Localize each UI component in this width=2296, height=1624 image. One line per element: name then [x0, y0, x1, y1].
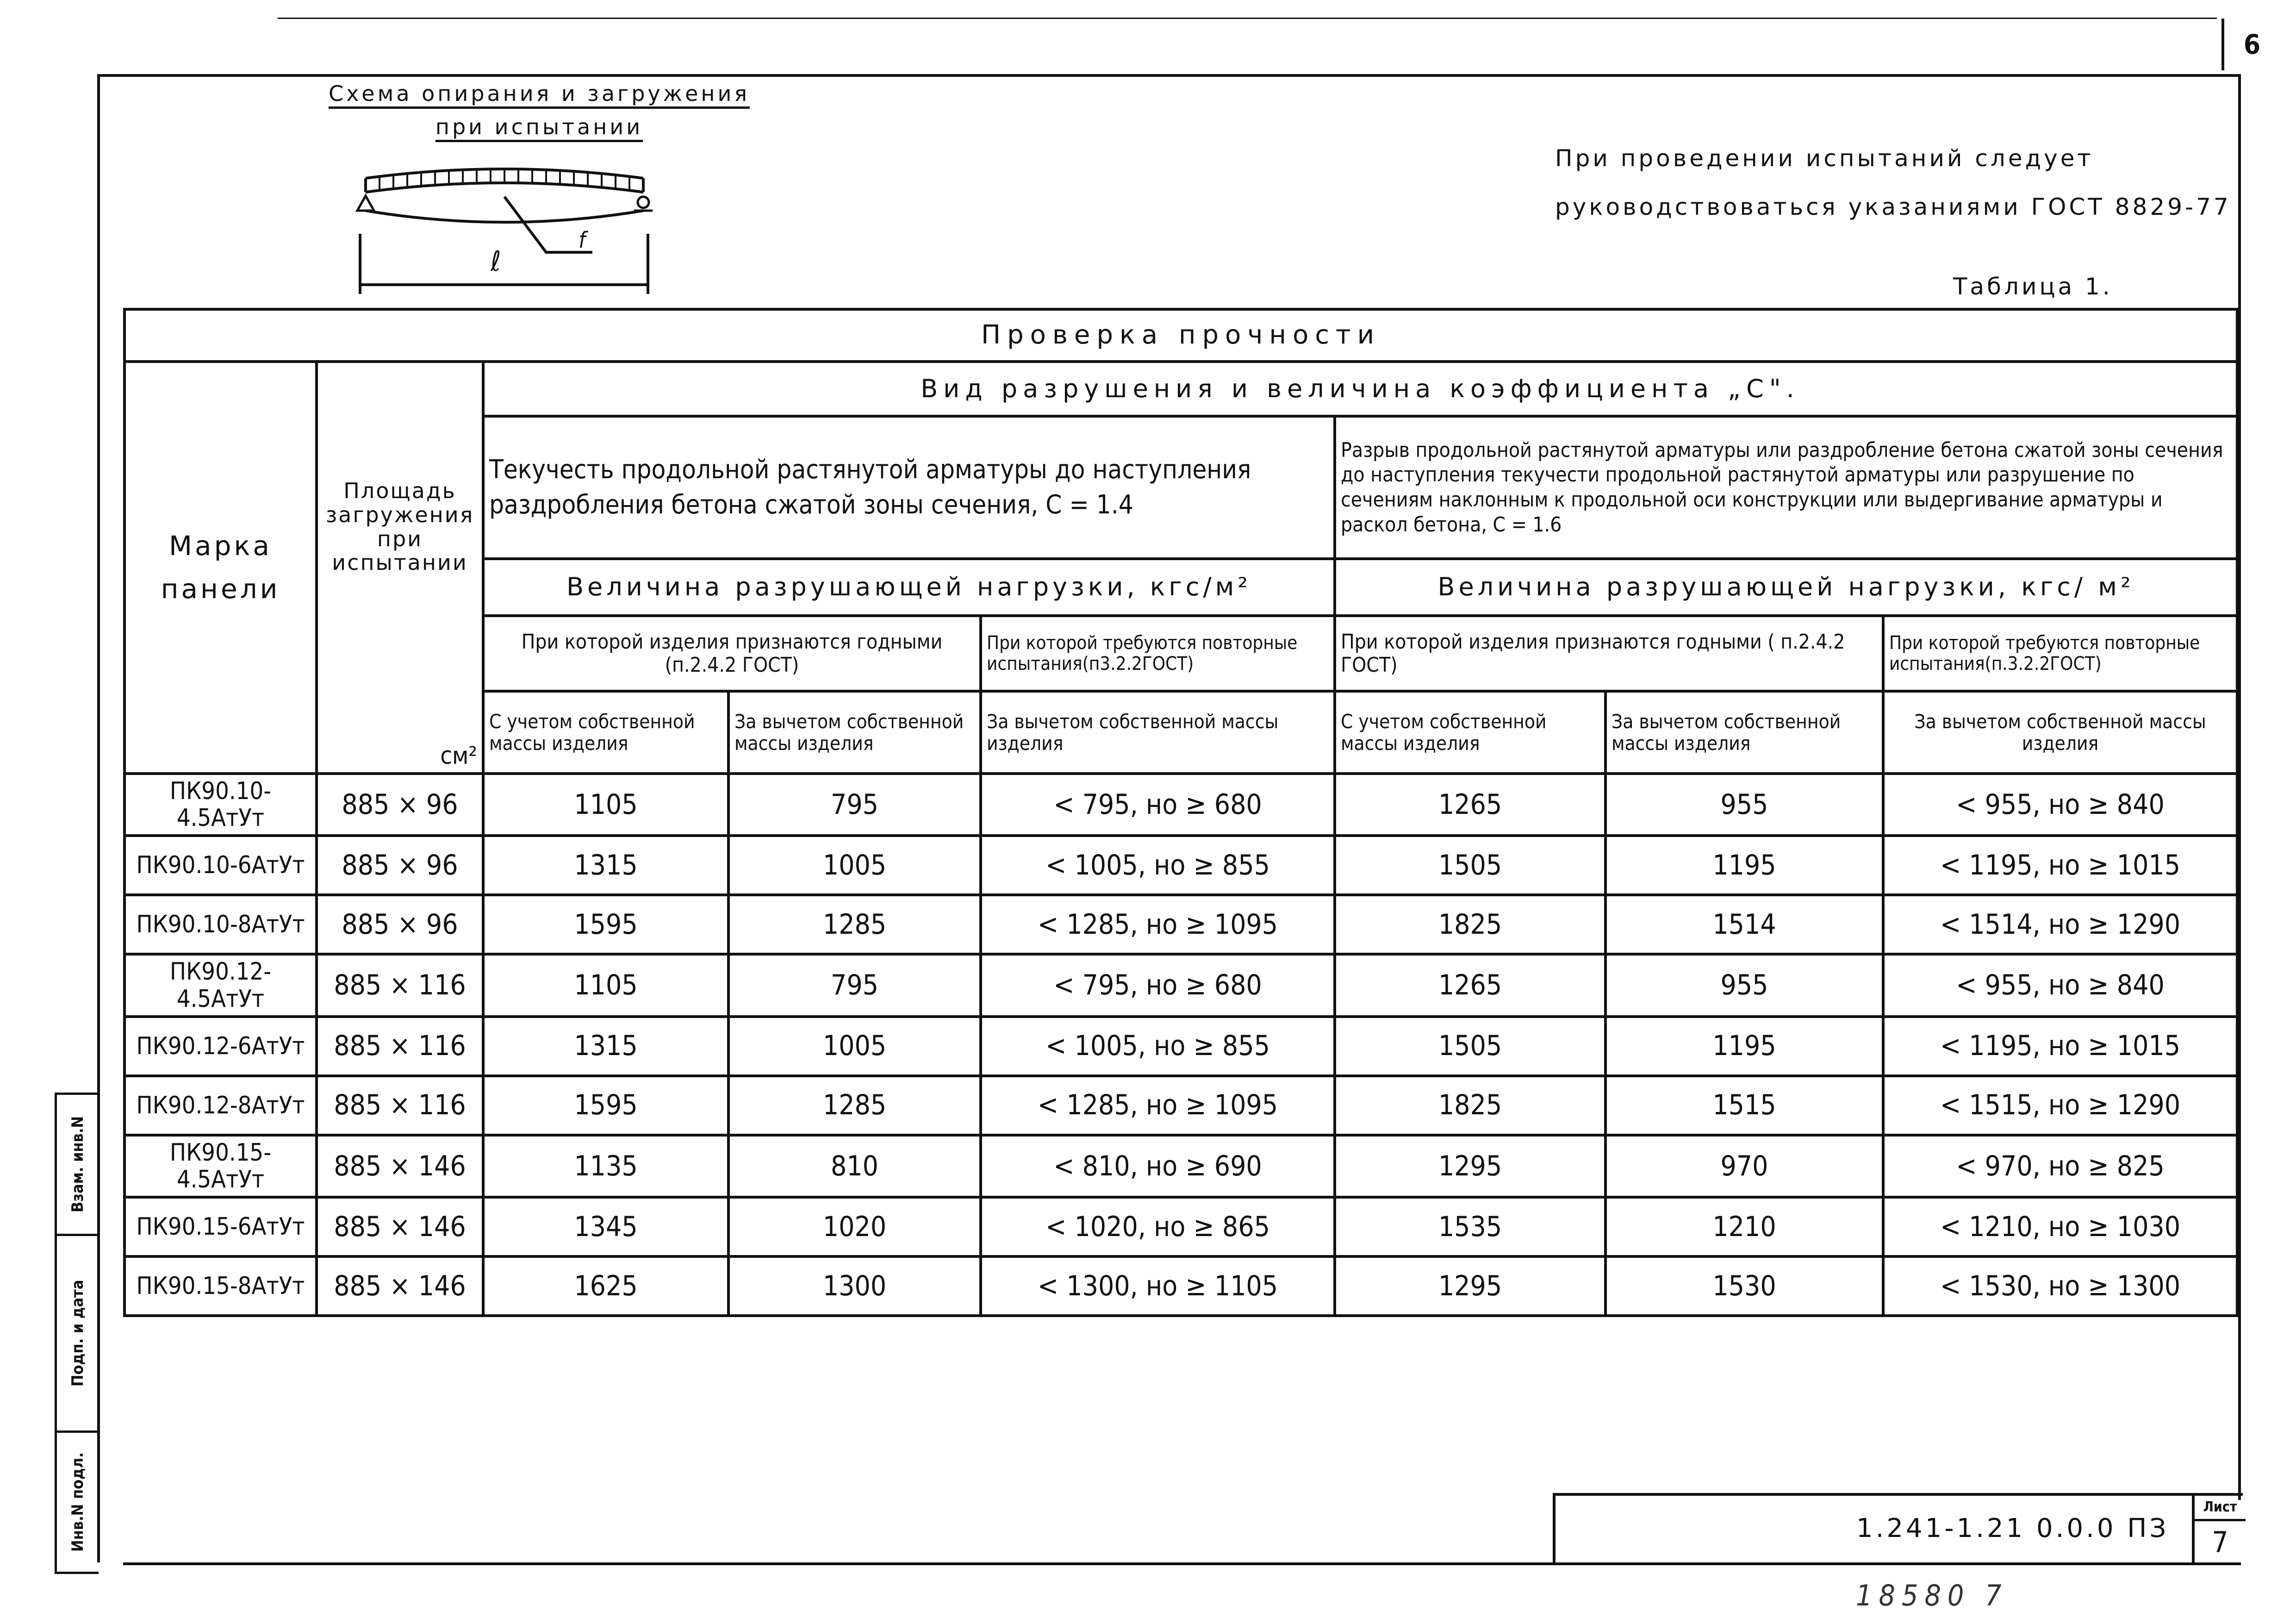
- sheet-box: [2192, 1496, 2246, 1565]
- table-row: [124, 1076, 2237, 1135]
- panel-mark-cell: ПК90.15-6АтУт: [124, 1197, 317, 1256]
- cell-g2-with: 1535: [1335, 1197, 1605, 1256]
- top-edge-line: [278, 18, 2217, 19]
- cell-area: 885 × 96: [317, 895, 483, 954]
- cell-g2-without: 955: [1605, 954, 1883, 1016]
- cell-g2-without: 1210: [1605, 1197, 1883, 1256]
- cell-g2-retest: < 970, но ≥ 825: [1883, 1135, 2237, 1197]
- title-block: [1553, 1493, 2243, 1565]
- cell-g2-without: 970: [1605, 1135, 1883, 1197]
- table-row: [124, 954, 2237, 1016]
- cell-g2-with: 1825: [1335, 1076, 1605, 1135]
- roller-support-icon: [638, 197, 649, 208]
- cell-area: 885 × 146: [317, 1197, 483, 1256]
- cell-g1-with: 1105: [483, 954, 728, 1016]
- cell-g1-with: 1105: [483, 774, 728, 836]
- cell-g1-with: 1135: [483, 1135, 728, 1197]
- cell-g2-without: 1515: [1605, 1076, 1883, 1135]
- note-line2: руководствоваться указаниями ГОСТ 8829-77: [1555, 194, 2231, 220]
- cell-g2-without: 955: [1605, 774, 1883, 836]
- strength-test-table: [123, 308, 2239, 1317]
- panel-mark-cell: ПК90.15-8АтУт: [124, 1256, 317, 1316]
- cell-g1-with: 1595: [483, 1076, 728, 1135]
- panel-mark-cell: ПК90.12-6АтУт: [124, 1017, 317, 1076]
- cell-g1-retest: < 1285, но ≥ 1095: [981, 895, 1335, 954]
- testing-note: [1555, 134, 2231, 231]
- cell-g2-with: 1505: [1335, 836, 1605, 895]
- sheet-label: Лист: [2195, 1496, 2246, 1521]
- group1-fit-header: При которой изделия признаются годными (п.2.4.2 ГОСТ): [483, 616, 981, 691]
- panel-mark-cell: ПК90.10-8АтУт: [124, 895, 317, 954]
- cell-g2-retest: < 1530, но ≥ 1300: [1883, 1256, 2237, 1316]
- cell-g1-retest: < 1005, но ≥ 855: [981, 1017, 1335, 1076]
- cell-area: 885 × 116: [317, 954, 483, 1016]
- cell-g1-retest: < 1005, но ≥ 855: [981, 836, 1335, 895]
- cell-g1-retest: < 810, но ≥ 690: [981, 1135, 1335, 1197]
- cell-g2-without: 1195: [1605, 836, 1883, 895]
- g1-with-mass-header: С учетом собственной массы изделия: [483, 691, 728, 774]
- panel-mark-cell: ПК90.15-4.5АтУт: [124, 1135, 317, 1197]
- stamp-inv-no: Инв.N подл.: [68, 1452, 87, 1552]
- cell-g2-retest: < 1195, но ≥ 1015: [1883, 1017, 2237, 1076]
- panel-mark-cell: ПК90.10-6АтУт: [124, 836, 317, 895]
- table-row: [124, 1135, 2237, 1197]
- frame-top-line: [97, 74, 2241, 77]
- cell-g1-without: 1285: [728, 895, 981, 954]
- table-row: [124, 895, 2237, 954]
- cell-g2-retest: < 955, но ≥ 840: [1883, 954, 2237, 1016]
- cell-g1-without: 1020: [728, 1197, 981, 1256]
- cell-g2-retest: < 1514, но ≥ 1290: [1883, 895, 2237, 954]
- g1-retest-mass-header: За вычетом собственной массы изделия: [981, 691, 1335, 774]
- cell-g1-without: 810: [728, 1135, 981, 1197]
- stamp-replace-inv: Взам. инв.N: [68, 1116, 87, 1213]
- cell-g2-with: 1295: [1335, 1256, 1605, 1316]
- header-mark: Марка панели: [124, 362, 317, 774]
- cell-g2-without: 1514: [1605, 895, 1883, 954]
- sheet-number: 7: [2212, 1525, 2228, 1559]
- group2-fit-header: При которой изделия признаются годными ( п.2.4.2 ГОСТ): [1335, 616, 1883, 691]
- footer-note: 18580 7: [1856, 1579, 2008, 1612]
- table-row: [124, 1256, 2237, 1316]
- pin-support-icon: [357, 196, 374, 211]
- cell-g1-with: 1345: [483, 1197, 728, 1256]
- group1-load-header: Величина разрушающей нагрузки, кгс/м²: [483, 559, 1335, 616]
- cell-g1-without: 795: [728, 774, 981, 836]
- cell-g2-retest: < 1195, но ≥ 1015: [1883, 836, 2237, 895]
- cell-g1-without: 1005: [728, 1017, 981, 1076]
- cell-g1-retest: < 795, но ≥ 680: [981, 774, 1335, 836]
- note-line1: При проведении испытаний следует: [1555, 145, 2094, 172]
- table-label: Таблица 1.: [1953, 273, 2113, 300]
- scheme-title-line1: Схема опирания и загружения: [328, 81, 750, 106]
- g2-without-mass-header: За вычетом собственной массы изделия: [1605, 691, 1883, 774]
- cell-g1-without: 1005: [728, 836, 981, 895]
- group2-load-header: Величина разрушающей нагрузки, кгс/ м²: [1335, 559, 2237, 616]
- scheme-title: [296, 81, 782, 139]
- document-code: 1.241-1.21 0.0.0 ПЗ: [1856, 1513, 2169, 1543]
- header-strength: Проверка прочности: [124, 309, 2237, 362]
- cell-g2-without: 1195: [1605, 1017, 1883, 1076]
- cell-g1-with: 1595: [483, 895, 728, 954]
- cell-g1-retest: < 795, но ≥ 680: [981, 954, 1335, 1016]
- cell-area: 885 × 116: [317, 1076, 483, 1135]
- cell-g1-without: 1285: [728, 1076, 981, 1135]
- scheme-span-label: ℓ: [491, 245, 501, 278]
- scheme-deflection-label: f: [579, 227, 586, 253]
- cell-g2-retest: < 1210, но ≥ 1030: [1883, 1197, 2237, 1256]
- cell-g2-with: 1505: [1335, 1017, 1605, 1076]
- cell-g2-retest: < 955, но ≥ 840: [1883, 774, 2237, 836]
- g1-without-mass-header: За вычетом собственной массы изделия: [728, 691, 981, 774]
- group2-description: Разрыв продольной растянутой арматуры или раздробление бетона сжатой зоны сечения до наступления текучести продольной растянутой арматуры или разрушение по сечениям наклонным к продольной оси конструкции или выдергивание арматуры и раскол бетона, С = 1.6: [1335, 416, 2237, 559]
- cell-g2-retest: < 1515, но ≥ 1290: [1883, 1076, 2237, 1135]
- cell-g1-without: 795: [728, 954, 981, 1016]
- table-row: [124, 1017, 2237, 1076]
- group1-description: Текучесть продольной растянутой арматуры до наступления раздробления бетона сжатой зоны сечения, С = 1.4: [483, 416, 1335, 559]
- cell-g2-with: 1295: [1335, 1135, 1605, 1197]
- cell-area: 885 × 96: [317, 836, 483, 895]
- cell-area: 885 × 116: [317, 1017, 483, 1076]
- panel-mark-cell: ПК90.12-8АтУт: [124, 1076, 317, 1135]
- cell-g2-with: 1265: [1335, 774, 1605, 836]
- cell-area: 885 × 146: [317, 1135, 483, 1197]
- approval-stamp: [55, 1093, 99, 1574]
- cell-g2-without: 1530: [1605, 1256, 1883, 1316]
- cell-area: 885 × 146: [317, 1256, 483, 1316]
- cell-g1-with: 1625: [483, 1256, 728, 1316]
- table-row: [124, 774, 2237, 836]
- header-failure-type: Вид разрушения и величина коэффициента „С".: [483, 362, 2237, 416]
- loading-scheme-diagram: [352, 160, 657, 294]
- page-number-box: [2221, 19, 2280, 70]
- group2-retest-header: При которой требуются повторные испытания(п.3.2.2ГОСТ): [1883, 616, 2237, 691]
- group1-retest-header: При которой требуются повторные испытания(п3.2.2ГОСТ): [981, 616, 1335, 691]
- cell-g1-without: 1300: [728, 1256, 981, 1316]
- header-area-unit: см²: [317, 691, 483, 774]
- cell-area: 885 × 96: [317, 774, 483, 836]
- g2-with-mass-header: С учетом собственной массы изделия: [1335, 691, 1605, 774]
- panel-mark-cell: ПК90.10-4.5АтУт: [124, 774, 317, 836]
- cell-g1-retest: < 1020, но ≥ 865: [981, 1197, 1335, 1256]
- page-number: 6: [2243, 29, 2261, 60]
- cell-g1-with: 1315: [483, 836, 728, 895]
- stamp-sign-date: Подп. и дата: [68, 1280, 87, 1387]
- table-row: [124, 1197, 2237, 1256]
- g2-retest-mass-header: За вычетом собственной массы изделия: [1883, 691, 2237, 774]
- panel-mark-cell: ПК90.12-4.5АтУт: [124, 954, 317, 1016]
- cell-g2-with: 1825: [1335, 895, 1605, 954]
- scheme-title-line2: при испытании: [435, 114, 643, 139]
- cell-g2-with: 1265: [1335, 954, 1605, 1016]
- cell-g1-retest: < 1300, но ≥ 1105: [981, 1256, 1335, 1316]
- table-row: [124, 836, 2237, 895]
- cell-g1-retest: < 1285, но ≥ 1095: [981, 1076, 1335, 1135]
- header-area: Площадь загружения при испытании: [317, 362, 483, 691]
- cell-g1-with: 1315: [483, 1017, 728, 1076]
